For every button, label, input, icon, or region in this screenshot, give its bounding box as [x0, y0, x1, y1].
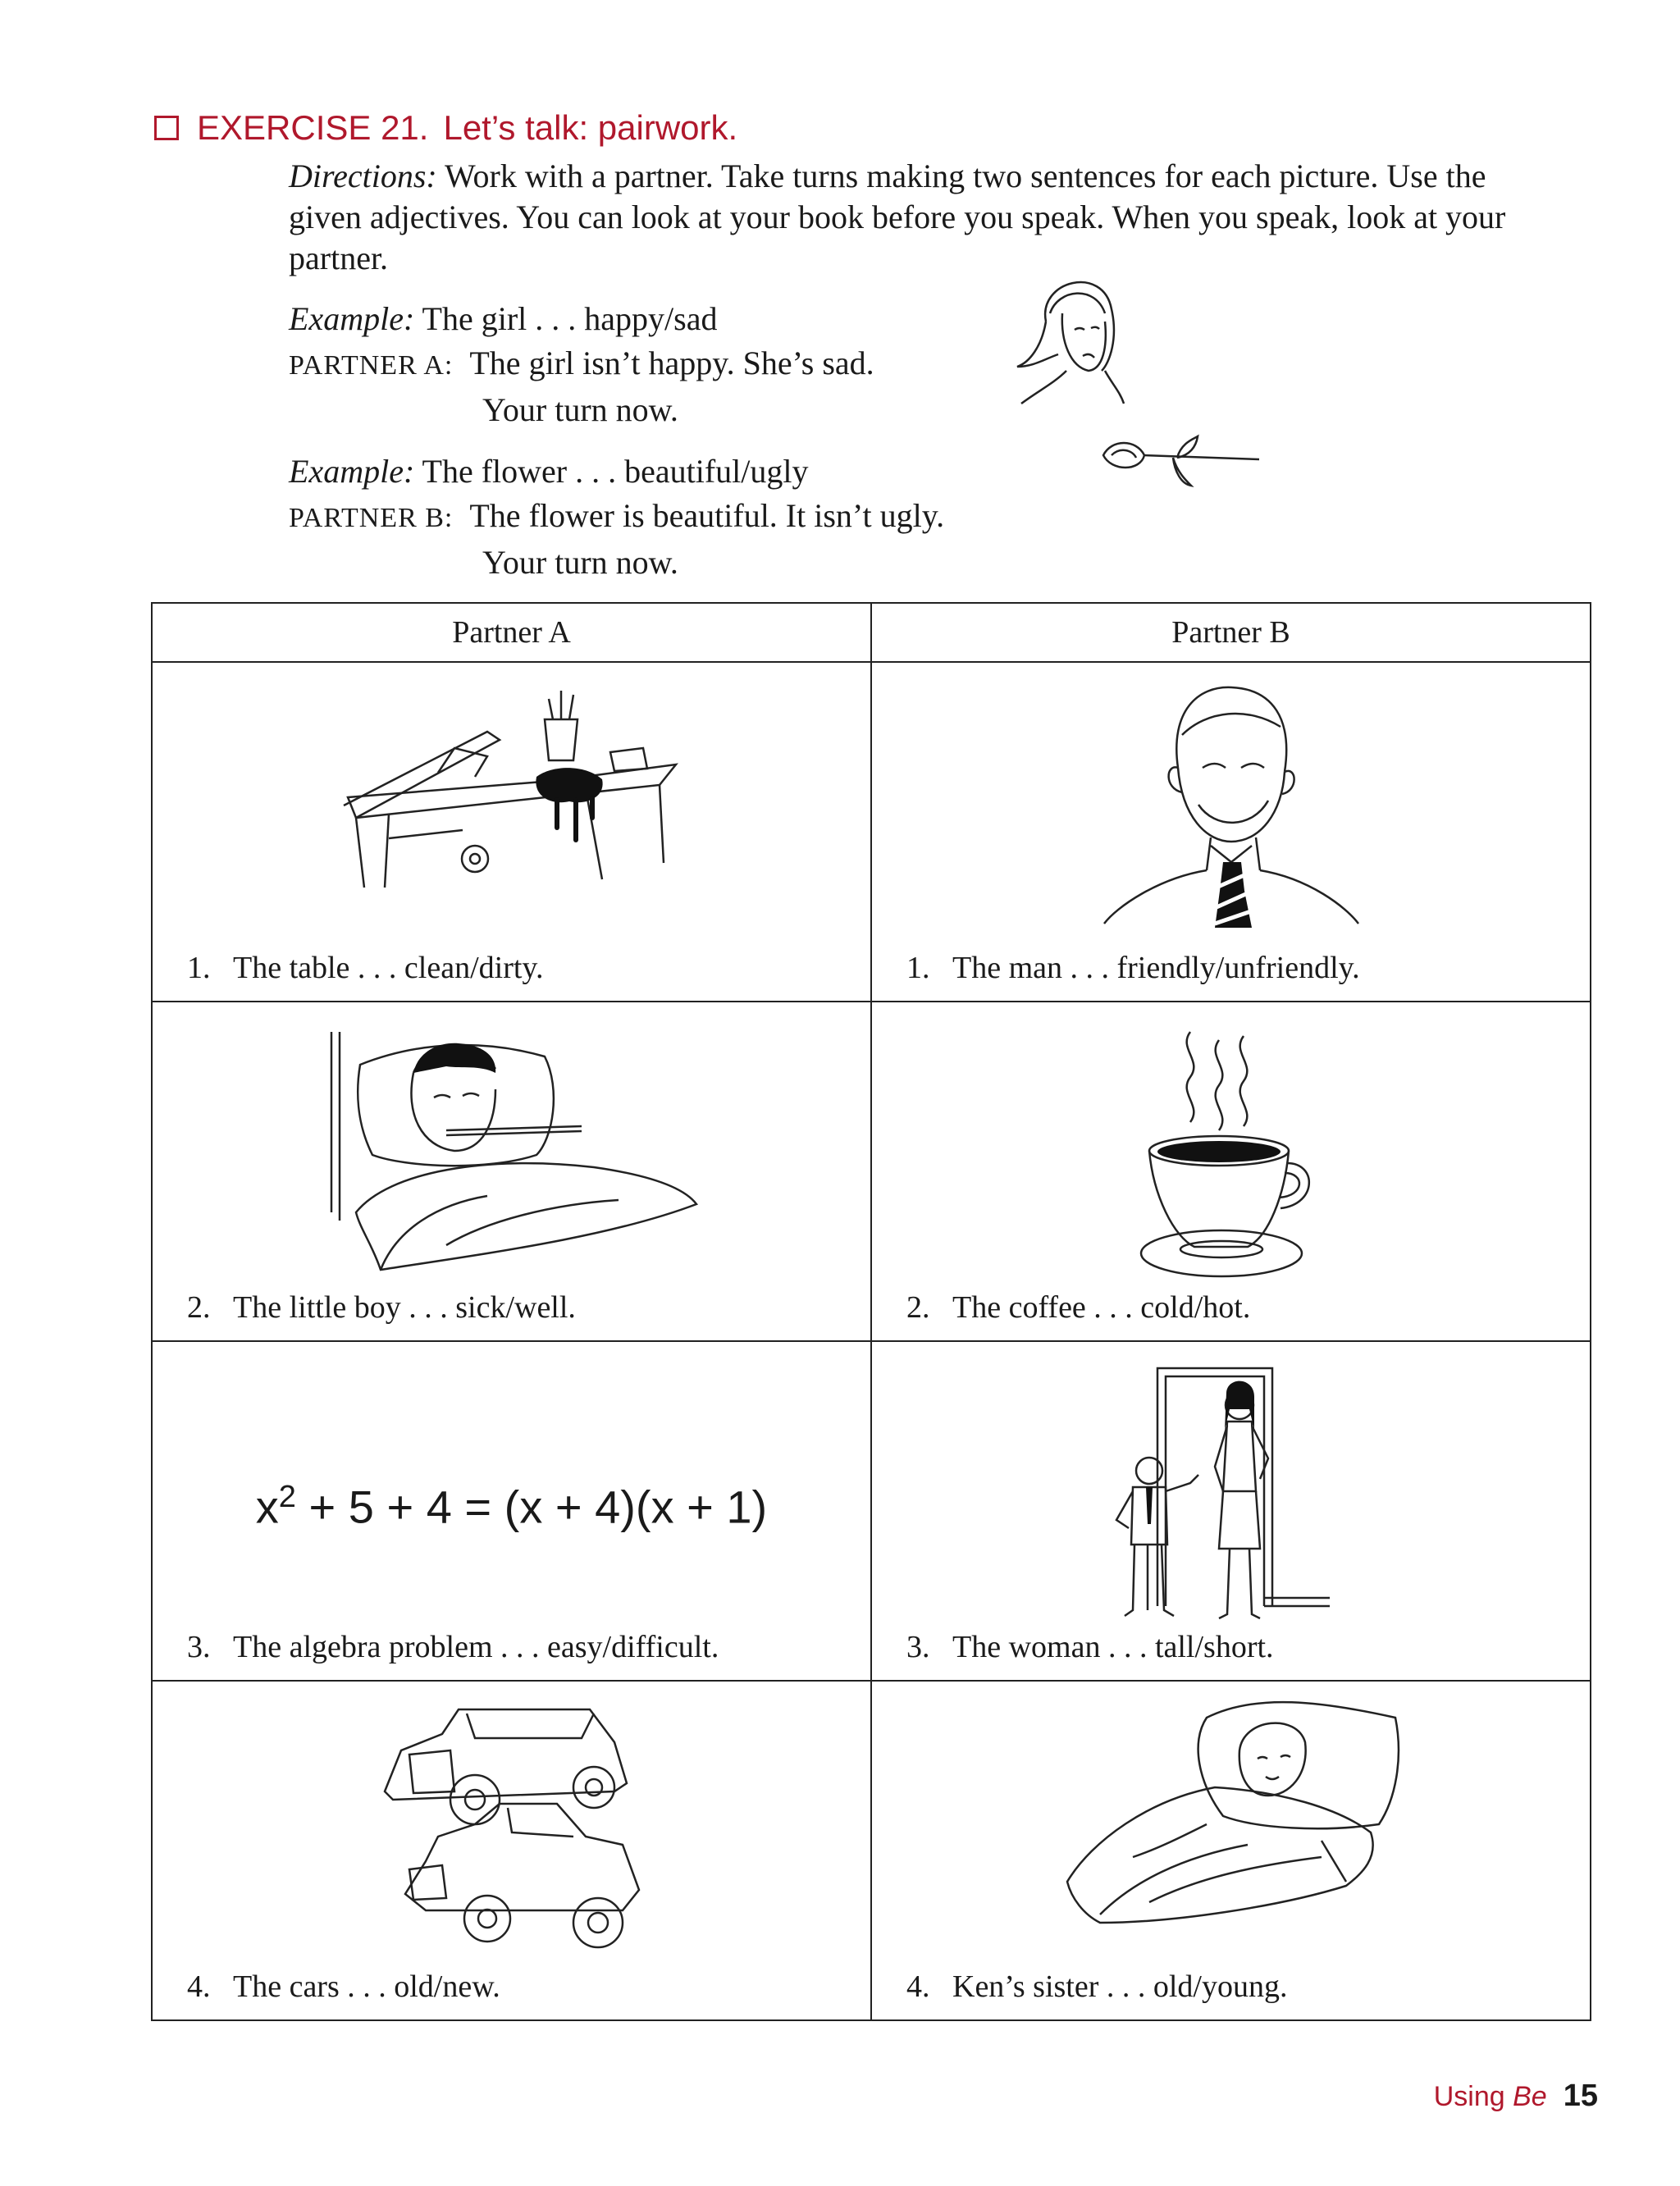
item-text: The algebra problem . . . easy/difficult. [233, 1630, 719, 1664]
equation-variable: x [255, 1481, 279, 1533]
item-caption [187, 1289, 576, 1326]
item-number: 4. [187, 1969, 211, 2004]
equation-exponent: 2 [278, 1480, 296, 1514]
table-cell [870, 1002, 1590, 1340]
table-row [153, 1680, 1590, 2019]
dirty-table-illustration [340, 682, 684, 896]
item-text: The man . . . friendly/unfriendly. [952, 951, 1360, 985]
item-text: The table . . . clean/dirty. [233, 951, 544, 985]
table-cell [870, 663, 1590, 1001]
tall-woman-short-man-illustration [1108, 1360, 1354, 1631]
baby-in-blanket-illustration [1051, 1693, 1412, 1939]
example-answer: The flower is beautiful. It isn’t ugly. [469, 497, 945, 534]
partner-label: PARTNER A: [289, 350, 454, 381]
example-prompt: The flower . . . beautiful/ugly [422, 453, 809, 490]
section-word: Be [1513, 2081, 1547, 2112]
sick-boy-illustration [323, 1032, 701, 1286]
table-header [153, 604, 1590, 663]
table-row [153, 663, 1590, 1001]
item-text: The woman . . . tall/short. [952, 1630, 1274, 1664]
item-caption [187, 1629, 719, 1665]
item-caption [906, 1969, 1287, 2005]
example-flower [289, 450, 944, 585]
partner-label: PARTNER B: [289, 503, 454, 533]
item-number: 3. [187, 1630, 211, 1664]
directions-text: Work with a partner. Take turns making two sentences for each picture. Use the given adjectives. You can look at your book before you speak. When you speak, look at your partner. [289, 157, 1506, 276]
item-number: 2. [906, 1290, 930, 1325]
exercise-title: Let’s talk: pairwork. [443, 108, 738, 147]
item-caption [906, 1289, 1250, 1326]
table-row [153, 1001, 1590, 1340]
exercise-header [154, 108, 737, 148]
item-text: The coffee . . . cold/hot. [952, 1290, 1251, 1325]
item-number: 1. [187, 951, 211, 985]
partner-b-header: Partner B [870, 604, 1590, 661]
section-prefix: Using [1433, 2081, 1513, 2112]
item-caption [906, 1629, 1274, 1665]
table-cell [153, 1682, 870, 2019]
two-cars-illustration [377, 1701, 647, 1972]
item-caption [187, 1969, 500, 2005]
example-answer: The girl isn’t happy. She’s sad. [469, 345, 874, 381]
item-number: 2. [187, 1290, 211, 1325]
page-footer [1434, 2079, 1598, 2114]
partner-a-header: Partner A [452, 615, 571, 650]
rose-illustration [1099, 435, 1263, 492]
table-cell [153, 1002, 870, 1340]
table-cell [153, 1342, 870, 1680]
exercise-number: EXERCISE 21. [197, 108, 429, 147]
item-text: The little boy . . . sick/well. [233, 1290, 576, 1325]
example-prompt: The girl . . . happy/sad [422, 300, 718, 337]
example-followup: Your turn now. [482, 544, 678, 581]
example-label: Example: [289, 300, 415, 337]
section-title [1434, 2081, 1547, 2113]
directions-paragraph [289, 156, 1560, 279]
item-caption [187, 950, 543, 986]
example-followup: Your turn now. [482, 391, 678, 428]
item-text: The cars . . . old/new. [233, 1969, 500, 2004]
equation-rest: + 5 + 4 = (x + 4)(x + 1) [295, 1481, 768, 1533]
algebra-equation [153, 1480, 870, 1534]
example-label: Example: [289, 453, 415, 490]
checkbox-icon[interactable] [154, 116, 179, 140]
item-caption [906, 950, 1360, 986]
item-number: 3. [906, 1630, 930, 1664]
table-cell [870, 1682, 1590, 2019]
table-row [153, 1340, 1590, 1680]
item-text: Ken’s sister . . . old/young. [952, 1969, 1288, 2004]
item-number: 1. [906, 951, 930, 985]
pairwork-table [151, 602, 1591, 2021]
table-cell [870, 1342, 1590, 1680]
hot-coffee-illustration [1141, 1032, 1322, 1278]
page-number: 15 [1563, 2079, 1598, 2113]
item-number: 4. [906, 1969, 930, 2004]
smiling-man-illustration [1100, 678, 1363, 932]
directions-label: Directions: [289, 157, 437, 194]
table-cell [153, 663, 870, 1001]
example-girl [289, 297, 874, 432]
sad-girl-illustration [1013, 264, 1136, 404]
